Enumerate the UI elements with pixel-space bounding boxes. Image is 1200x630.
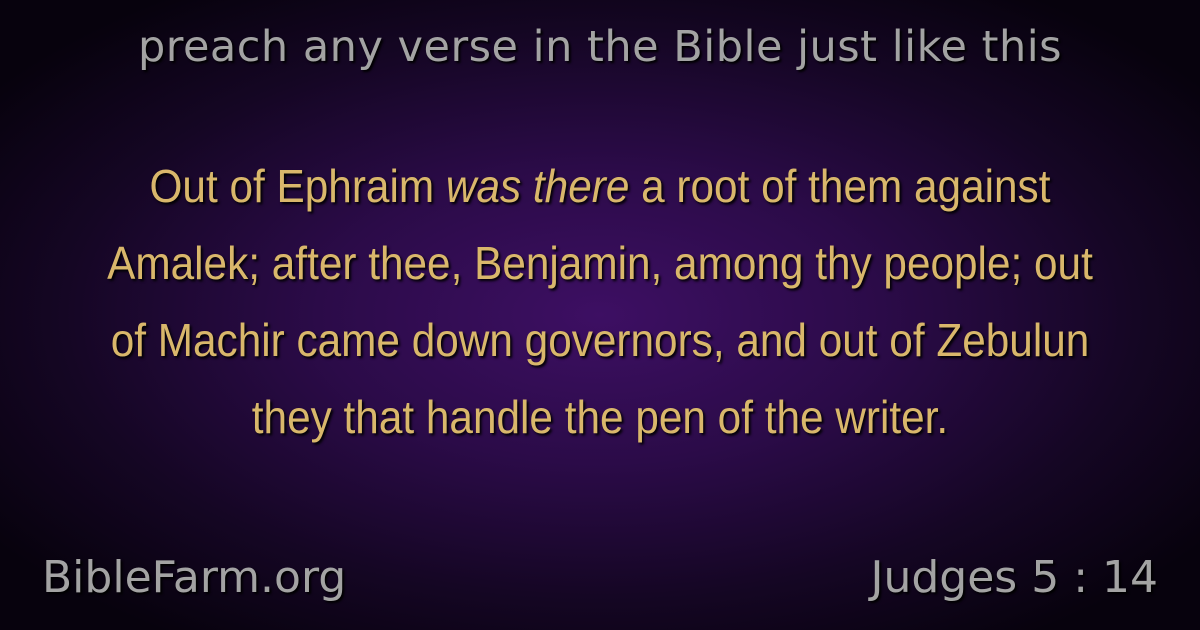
- tagline: preach any verse in the Bible just like this: [137, 22, 1063, 72]
- verse-text: [85, 148, 1115, 456]
- site-name: BibleFarm.org: [42, 552, 347, 603]
- verse-reference: Judges 5 : 14: [870, 552, 1158, 603]
- verse-text-start: Out of Ephraim: [149, 160, 446, 212]
- verse-italic-phrase: was there: [445, 160, 630, 212]
- verse-text-rest: a root of them against Amalek; after thee, Benjamin, among thy people; out of Machir came down governors, and out of Zebulun they that handle the pen of the writer.: [107, 160, 1093, 443]
